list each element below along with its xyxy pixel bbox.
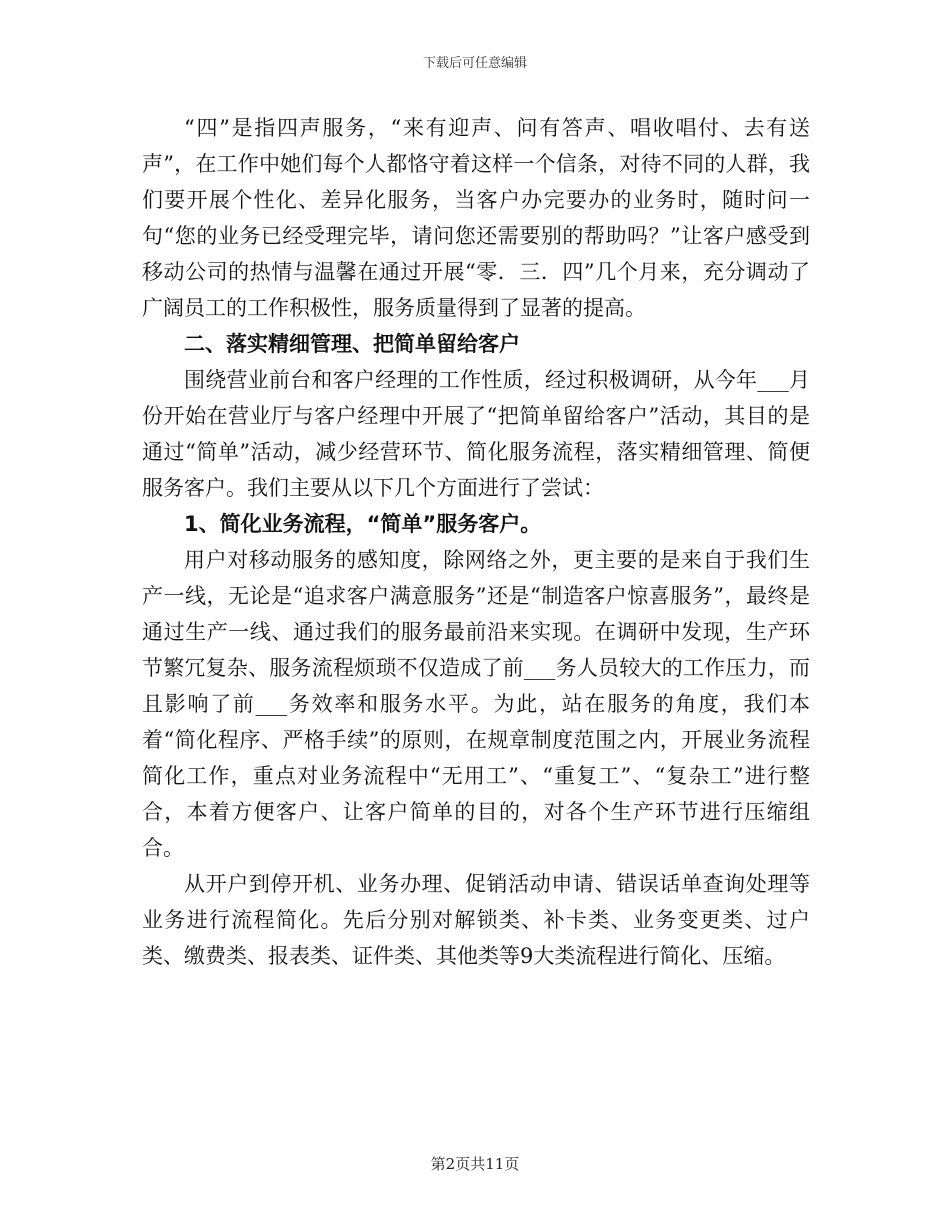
paragraph-process-simplification: 用户对移动服务的感知度，除网络之外，更主要的是来自于我们生产一线，无论是“追求客户满意服务”还是“制造客户惊喜服务”，最终是通过生产一线、通过我们的服务最前沿来实现。在调研中发现，生产环节繁冗复杂、服务流程烦琐不仅造成了前___务人员较大的工作压力，而且影响了前___务效率和服务水平。为此，站在服务的角度，我们本着“简化程序、严格手续”的原则，在规章制度范围之内，开展业务流程简化工作，重点对业务流程中“无用工”、“重复工”、“复杂工”进行整合，本着方便客户、让客户简单的目的，对各个生产环节进行压缩组合。 [142, 548, 810, 860]
subsection-heading-1: 1、简化业务流程，“简单”服务客户。 [184, 512, 542, 536]
page-number: 第2页共11页 [430, 1155, 520, 1173]
section-heading-2: 二、落实精细管理、把简单留给客户 [184, 332, 520, 356]
page-header-note: 下载后可任意编辑 [422, 56, 527, 71]
paragraph-simple-for-customer: 围绕营业前台和客户经理的工作性质，经过积极调研，从今年___月份开始在营业厅与客户经理中开展了“把简单留给客户”活动，其目的是通过“简单”活动，减少经营环节、简化服务流程，落实精细管理、简便服务客户。我们主要从以下几个方面进行了尝试： [142, 368, 810, 500]
document-body [142, 110, 810, 974]
paragraph-nine-categories: 从开户到停开机、业务办理、促销活动申请、错误话单查询处理等业务进行流程简化。先后分别对解锁类、补卡类、业务变更类、过户类、缴费类、报表类、证件类、其他类等9大类流程进行简化、压缩。 [142, 872, 810, 968]
paragraph-four-voices: “四”是指四声服务，“来有迎声、问有答声、唱收唱付、去有送声”，在工作中她们每个人都恪守着这样一个信条，对待不同的人群，我们要开展个性化、差异化服务，当客户办完要办的业务时，随时问一句“您的业务已经受理完毕，请问您还需要别的帮助吗？”让客户感受到移动公司的热情与温馨在通过开展“零．三．四”几个月来，充分调动了广阔员工的工作积极性，服务质量得到了显著的提高。 [142, 116, 810, 320]
